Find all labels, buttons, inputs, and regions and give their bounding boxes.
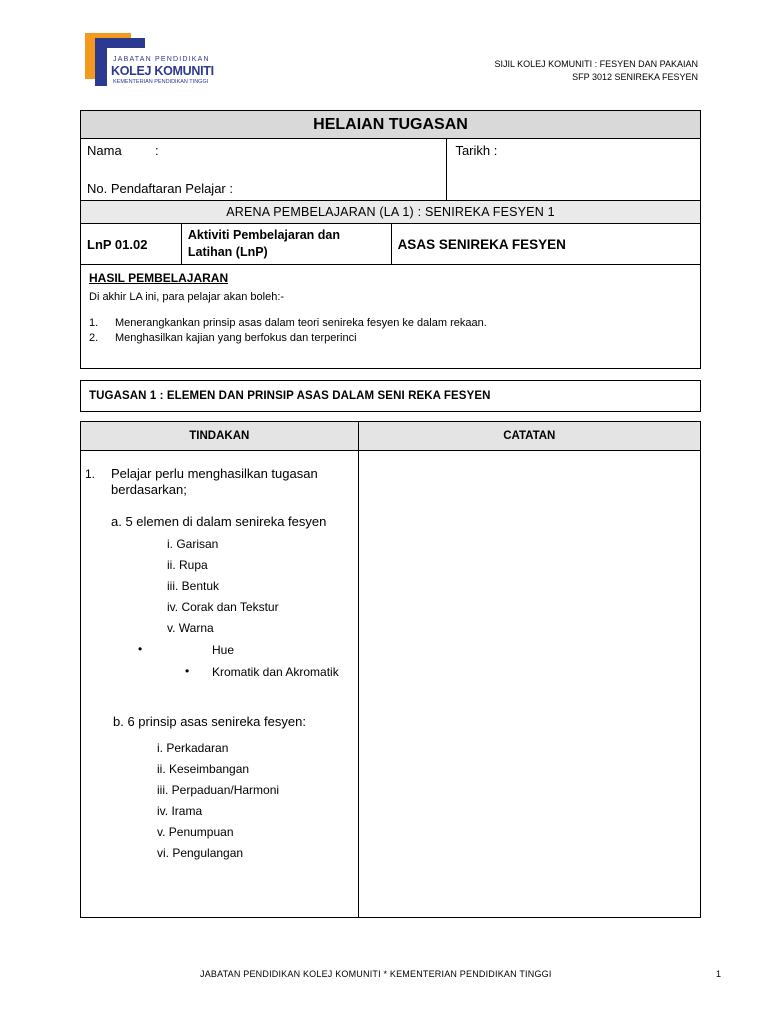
item-line2: berdasarkan; xyxy=(111,482,187,497)
hasil-pembelajaran xyxy=(81,265,701,369)
list-item: ii. Rupa xyxy=(167,558,208,572)
logo-line2: KOLEJ KOMUNITI xyxy=(111,64,214,78)
bullet-icon: • xyxy=(185,664,190,678)
header-program: SIJIL KOLEJ KOMUNITI : FESYEN DAN PAKAIAN xyxy=(494,59,698,69)
tugasan-table xyxy=(80,380,701,412)
catatan-header: CATATAN xyxy=(358,422,700,451)
logo-line1: JABATAN PENDIDIKAN xyxy=(113,56,210,63)
list-item xyxy=(89,317,692,329)
list-item: i. Perkadaran xyxy=(157,741,229,755)
elemen-title: a. 5 elemen di dalam senireka fesyen xyxy=(111,514,327,529)
tindakan-header: TINDAKAN xyxy=(81,422,359,451)
bullet-icon: • xyxy=(138,642,143,656)
item-number: 1. xyxy=(85,467,96,481)
list-item: v. Warna xyxy=(167,621,214,635)
student-info-cell xyxy=(81,139,447,201)
hasil-title: HASIL PEMBELAJARAN xyxy=(89,271,229,285)
tarikh-cell xyxy=(447,139,701,201)
list-text: Menghasilkan kajian yang berfokus dan terperinci xyxy=(115,332,357,344)
lnp-code: LnP 01.02 xyxy=(81,224,182,265)
kolej-komuniti-logo xyxy=(85,30,220,88)
nama-colon: : xyxy=(155,143,159,158)
header-course: SFP 3012 SENIREKA FESYEN xyxy=(572,72,698,82)
bullet-text: Kromatik dan Akromatik xyxy=(212,665,339,679)
list-item xyxy=(89,332,692,344)
list-number: 1. xyxy=(89,317,99,329)
aktiviti-cell xyxy=(181,224,391,265)
form-title: HELAIAN TUGASAN xyxy=(81,111,701,139)
prinsip-title: b. 6 prinsip asas senireka fesyen: xyxy=(113,714,306,729)
list-item: iii. Perpaduan/Harmoni xyxy=(157,783,280,797)
item-line1: Pelajar perlu menghasilkan tugasan xyxy=(111,466,318,481)
list-text: Menerangkankan prinsip asas dalam teori senireka fesyen ke dalam rekaan. xyxy=(115,317,487,329)
list-item: iv. Corak dan Tekstur xyxy=(167,600,279,614)
aktiviti-line2: Latihan (LnP) xyxy=(187,245,268,259)
document-header xyxy=(494,58,698,84)
tarikh-label: Tarikh : xyxy=(455,143,498,158)
activity-table xyxy=(80,421,701,918)
list-number: 2. xyxy=(89,332,99,344)
list-item: ii. Keseimbangan xyxy=(157,762,250,776)
list-item: vi. Pengulangan xyxy=(157,846,244,860)
list-item: v. Penumpuan xyxy=(157,825,234,839)
page-footer: JABATAN PENDIDIKAN KOLEJ KOMUNITI * KEMENTERIAN PENDIDIKAN TINGGI xyxy=(200,969,552,979)
catatan-cell xyxy=(358,451,700,918)
bullet-text: Hue xyxy=(212,643,235,657)
pendaftaran-label: No. Pendaftaran Pelajar : xyxy=(87,181,233,196)
asas-title: ASAS SENIREKA FESYEN xyxy=(391,224,700,265)
logo-line3: KEMENTERIAN PENDIDIKAN TINGGI xyxy=(113,79,209,85)
page-number: 1 xyxy=(716,969,722,979)
tindakan-cell xyxy=(81,451,359,918)
nama-label: Nama xyxy=(87,143,122,158)
list-item: iv. Irama xyxy=(157,804,203,818)
tugasan-title: TUGASAN 1 : ELEMEN DAN PRINSIP ASAS DALAM SENI REKA FESYEN xyxy=(81,381,701,412)
hasil-intro: Di akhir LA ini, para pelajar akan boleh:- xyxy=(89,291,285,303)
logo-blue-top xyxy=(95,38,145,48)
helaian-tugasan-form xyxy=(80,110,701,369)
list-item: i. Garisan xyxy=(167,537,219,551)
arena-pembelajaran: ARENA PEMBELAJARAN (LA 1) : SENIREKA FESYEN 1 xyxy=(81,201,701,224)
aktiviti-line1: Aktiviti Pembelajaran dan xyxy=(187,228,340,242)
list-item: iii. Bentuk xyxy=(167,579,220,593)
